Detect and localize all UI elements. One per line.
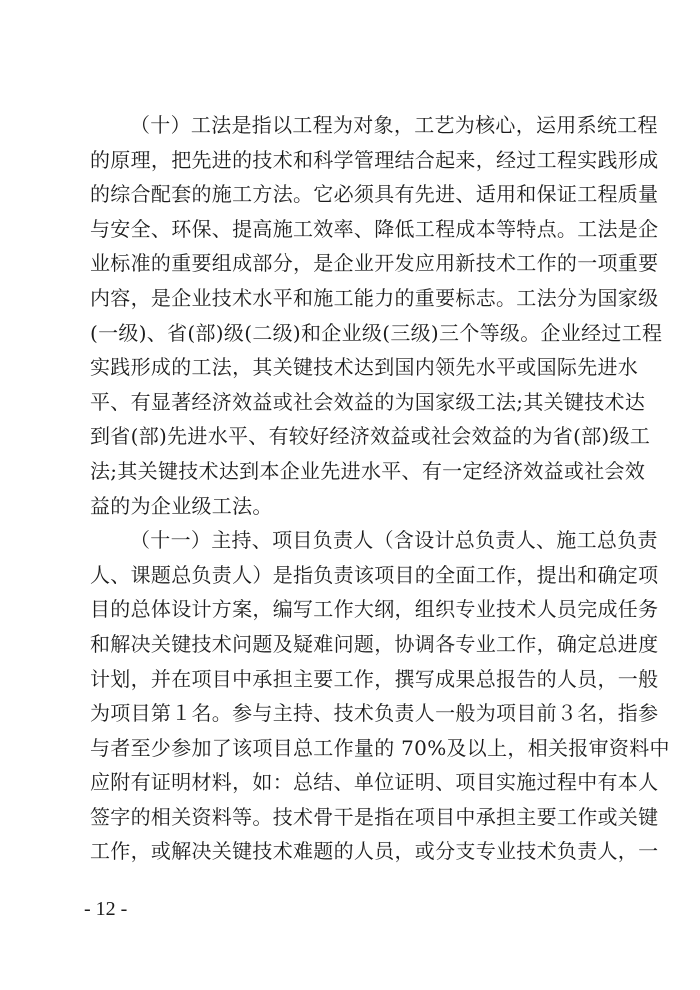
- text-line: 人、课题总负责人）是指负责该项目的全面工作，提出和确定项: [90, 562, 659, 587]
- text-line: 计划，并在项目中承担主要工作，撰写成果总报告的人员，一般: [90, 666, 659, 691]
- text-line: 内容，是企业技术水平和施工能力的重要标志。工法分为国家级: [90, 285, 659, 310]
- text-line: 法;其关键技术达到本企业先进水平、有一定经济效益或社会效: [90, 458, 646, 483]
- text-line: 签字的相关资料等。技术骨干是指在项目中承担主要工作或关键: [90, 804, 659, 829]
- text-line: 与者至少参加了该项目总工作量的 70%及以上，相关报审资料中: [90, 735, 670, 760]
- text-line: 与安全、环保、提高施工效率、降低工程成本等特点。工法是企: [90, 216, 659, 241]
- document-body: [90, 108, 670, 869]
- paragraph-section-11: [90, 523, 670, 869]
- text-line: 业标准的重要组成部分，是企业开发应用新技术工作的一项重要: [90, 251, 659, 276]
- text-line: 的原理，把先进的技术和科学管理结合起来，经过工程实践形成: [90, 147, 659, 172]
- page-number: - 12 -: [84, 898, 128, 920]
- text-line: 的综合配套的施工方法。它必须具有先进、适用和保证工程质量: [90, 182, 659, 207]
- paragraph-section-10: [90, 108, 663, 523]
- text-line: （十）工法是指以工程为对象，工艺为核心，运用系统工程: [130, 113, 658, 137]
- text-line: 目的总体设计方案，编写工作大纲，组织专业技术人员完成任务: [90, 597, 659, 622]
- text-line: 为项目第１名。参与主持、技术负责人一般为项目前３名，指参: [90, 701, 659, 726]
- text-line: 和解决关键技术问题及疑难问题，协调各专业工作，确定总进度: [90, 631, 659, 656]
- text-line: 工作，或解决关键技术难题的人员，或分支专业技术负责人，一: [90, 839, 659, 864]
- text-line: 实践形成的工法，其关键技术达到国内领先水平或国际先进水: [90, 355, 639, 380]
- text-line: (一级)、省(部)级(二级)和企业级(三级)三个等级。企业经过工程: [90, 320, 663, 345]
- text-line: 益的为企业级工法。: [90, 493, 273, 518]
- text-line: 应附有证明材料，如：总结、单位证明、项目实施过程中有本人: [90, 770, 659, 795]
- text-line: （十一）主持、项目负责人（含设计总负责人、施工总负责: [130, 528, 658, 553]
- text-line: 平、有显著经济效益或社会效益的为国家级工法;其关键技术达: [90, 389, 646, 414]
- text-line: 到省(部)先进水平、有较好经济效益或社会效益的为省(部)级工: [90, 424, 651, 449]
